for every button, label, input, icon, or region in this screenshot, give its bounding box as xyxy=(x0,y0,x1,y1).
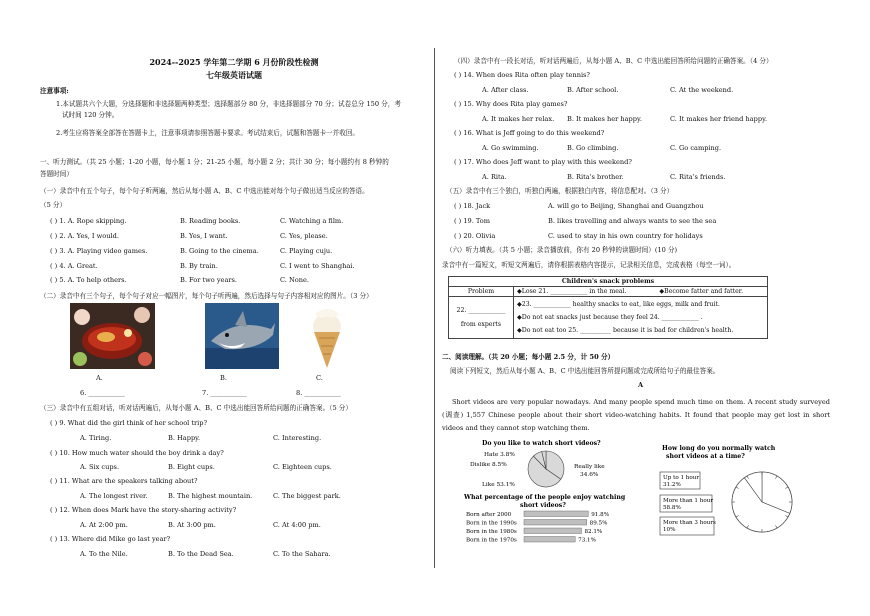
question-14: ( ) 14. When does Rita often play tennis? xyxy=(454,71,590,79)
chart3-box2-label: More than 1 hour xyxy=(663,498,714,504)
q17-option-a: A. Rita. xyxy=(482,173,507,181)
question-20: ( ) 20. Olivia xyxy=(454,232,496,240)
table-problem-21[interactable]: ◆Lose 21. ____________ in the meal. xyxy=(514,287,657,297)
table-problem-label: Problem xyxy=(449,287,514,297)
question-15: ( ) 15. Why does Rita play games? xyxy=(454,100,568,108)
q17-option-c: C. Rita's friends. xyxy=(670,173,726,181)
match-c: C. used to stay in his own country for holidays xyxy=(548,232,703,240)
section6-note: 录音中有一篇短文，听短文两遍后，请你根据表格内容提示，记录相关信息，完成表格（每空一词）。 xyxy=(442,261,736,269)
question-2: ( ) 2. A. Yes, I would. xyxy=(50,232,119,240)
q2-option-b: B. Yes, I want. xyxy=(180,232,228,240)
question-4: ( ) 4. A. Great. xyxy=(50,262,98,270)
table-title: Children's snack problems xyxy=(449,277,768,287)
section6-instruction: （六）听力填表。（共 5 小题；录音播放前，你有 20 秒钟的读题时间）(10 分) xyxy=(446,246,678,254)
part1-heading-b: 答题时间） xyxy=(40,170,73,178)
blank-8[interactable]: 8. ___________ xyxy=(296,389,341,397)
q11-option-b: B. The highest mountain. xyxy=(168,492,253,500)
q15-option-b: B. It makes her happy. xyxy=(567,115,642,123)
chart1-label-like: Like 53.1% xyxy=(482,482,515,488)
question-12: ( ) 12. When does Mark have the story-sharing activity? xyxy=(50,506,237,514)
chart1-pie xyxy=(528,451,564,487)
question-16: ( ) 16. What is Jeff going to do this weekend? xyxy=(454,129,605,137)
chart1-title: Do you like to watch short videos? xyxy=(482,440,601,447)
bar-born-in-the-1980s xyxy=(524,528,581,534)
q11-option-c: C. The biggest park. xyxy=(273,492,341,500)
q4-option-c: C. I went to Shanghai. xyxy=(280,262,355,270)
chart3-title-b: short videos at a time? xyxy=(666,453,745,460)
chart3-box3-label: More than 3 hours xyxy=(663,520,716,526)
question-10: ( ) 10. How much water should the boy drink a day? xyxy=(50,449,224,457)
note-1b: 试时间 120 分钟。 xyxy=(62,111,119,119)
snack-table xyxy=(448,276,768,339)
chart1-label-hate: Hate 3.8% xyxy=(484,452,515,458)
q10-option-a: A. Six cups. xyxy=(80,463,120,471)
from-experts-label: from experts xyxy=(460,320,502,328)
q1-option-c: C. Watching a film. xyxy=(280,217,344,225)
chart-watch-duration xyxy=(642,442,842,542)
question-11: ( ) 11. What are the speakers talking about? xyxy=(50,477,198,485)
part2-note: 阅读下列短文，然后从每小题 A、B、C 中选出能回答所提问题或完成所给句子的最佳答案。 xyxy=(450,367,720,375)
chart3-title: How long do you normally watch xyxy=(662,445,776,452)
q14-option-a: A. After class. xyxy=(482,86,529,94)
q10-option-b: B. Eight cups. xyxy=(168,463,215,471)
chart-like-videos xyxy=(462,436,632,496)
q9-option-a: A. Tiring. xyxy=(80,434,112,442)
q2-option-c: C. Yes, please. xyxy=(280,232,328,240)
section2-instruction: （二）录音中有三个句子，每个句子对应一幅图片，每个句子听两遍，然后选择与句子内容相对应的图片。（3 分） xyxy=(40,292,373,300)
ice-cream-image xyxy=(305,306,349,370)
advice-25[interactable]: ◆Do not eat too 25. __________ because it is bad for children's health. xyxy=(517,327,734,335)
q16-option-b: B. Go climbing. xyxy=(567,144,619,152)
q5-option-c: C. None. xyxy=(280,276,309,284)
section4-instruction: （四）录音中有一段长对话，听对话两遍后，从每小题 A、B、C 中选出能回答所给问题的正确答案。（4 分） xyxy=(454,57,773,65)
q15-option-c: C. It makes her friend happy. xyxy=(670,115,768,123)
q16-option-c: C. Go camping. xyxy=(670,144,722,152)
q16-option-a: A. Go swimming. xyxy=(482,144,539,152)
q9-option-b: B. Happy. xyxy=(168,434,201,442)
question-18: ( ) 18. Jack xyxy=(454,202,491,210)
part2-heading: 二、阅读理解。（共 20 小题；每小题 2.5 分，计 50 分） xyxy=(442,353,615,361)
column-divider xyxy=(434,48,435,568)
q4-option-b: B. By train. xyxy=(180,262,218,270)
q9-option-c: C. Interesting. xyxy=(273,434,322,442)
chart3-box1-value: 31.2% xyxy=(663,482,681,488)
question-17: ( ) 17. Who does Jeff want to play with this weekend? xyxy=(454,158,632,166)
chart1-label-dislike: Dislike 8.5% xyxy=(470,462,507,468)
chart1-label-really: Really like xyxy=(574,464,605,470)
table-advice-label[interactable] xyxy=(449,297,514,339)
picture-c-label: C. xyxy=(316,374,323,382)
chart3-box2-value: 58.8% xyxy=(663,505,681,511)
bar-born-in-the-1970s xyxy=(524,537,575,543)
chart-enjoy-by-age xyxy=(462,492,642,548)
question-19: ( ) 19. Tom xyxy=(454,217,491,225)
question-3: ( ) 3. A. Playing video games. xyxy=(50,247,148,255)
match-b: B. likes travelling and always wants to see the sea xyxy=(548,217,717,225)
advice-24[interactable]: ◆Do not eat snacks just because they feel 24. ____________ . xyxy=(517,314,703,322)
bar-value-label: 82.1% xyxy=(584,529,603,535)
picture-b-label: B. xyxy=(220,374,227,382)
chart1-label-really-value: 34.6% xyxy=(580,472,599,478)
chart3-box1-label: Up to 1 hour xyxy=(663,475,700,481)
chart2-bars xyxy=(466,511,609,544)
passage-label: A xyxy=(638,381,644,389)
bar-category-label: Born in the 1980s xyxy=(466,529,517,535)
advice-23[interactable]: ◆23. ____________ healthy snacks to eat, like eggs, milk and fruit. xyxy=(517,301,720,309)
section1-instruction: （一）录音中有五个句子，每个句子听两遍，然后从每小题 A、B、C 中选出能对每个句子做出适当反应的答语。 xyxy=(40,187,369,195)
q3-option-b: B. Going to the cinema. xyxy=(180,247,259,255)
q1-option-b: B. Reading books. xyxy=(180,217,241,225)
note-2: 2.考生应将答案全部答在答题卡上，注意事项请参照答题卡要求。考试结束后，试题和答题卡一并收回。 xyxy=(56,129,360,137)
bar-born-after-2000 xyxy=(524,511,588,517)
q14-option-c: C. At the weekend. xyxy=(670,86,734,94)
bar-born-in-the-1990s xyxy=(524,520,587,526)
q17-option-b: B. Rita's brother. xyxy=(567,173,624,181)
note-1a: 1.本试题共六个大题，分选择题和非选择题两种类型；选择题部分 80 分，非选择题部分 70 分；试卷总分 150 分，考 xyxy=(56,100,401,108)
chart3-box3-value: 10% xyxy=(663,527,676,533)
bar-value-label: 91.8% xyxy=(591,512,610,518)
bar-category-label: Born in the 1990s xyxy=(466,520,517,527)
chart2-title-b: short videos? xyxy=(520,502,566,509)
part1-heading: 一、听力测试。（共 25 小题；1-20 小题，每小题 1 分；21-25 小题，每小题 2 分；共计 30 分；每小题约有 8 秒钟的 xyxy=(40,158,389,166)
q12-option-b: B. At 3:00 pm. xyxy=(168,521,216,529)
question-9: ( ) 9. What did the girl think of her school trip? xyxy=(50,419,208,427)
question-5: ( ) 5. A. To help others. xyxy=(50,276,127,284)
q13-option-c: C. To the Sahara. xyxy=(273,550,331,558)
q3-option-c: C. Playing cuju. xyxy=(280,247,333,255)
hotpot-image xyxy=(70,303,155,369)
exam-subtitle: 七年级英语试题 xyxy=(206,70,262,80)
section3-instruction: （三）录音中有五组对话，听对话两遍后，从每小题 A、B、C 中选出能回答所给问题的正确答案。（5 分） xyxy=(40,404,352,412)
bar-category-label: Born in the 1970s xyxy=(466,537,517,544)
bar-category-label: Born after 2000 xyxy=(466,512,512,518)
left-column xyxy=(40,0,428,616)
q12-option-c: C. At 4:00 pm. xyxy=(273,521,321,529)
right-column xyxy=(442,0,842,616)
match-a: A. will go to Beijing, Shanghai and Guangzhou xyxy=(548,202,704,210)
q10-option-c: C. Eighteen cups. xyxy=(273,463,332,471)
q12-option-a: A. At 2:00 pm. xyxy=(80,521,128,529)
table-problem-fatter: ◆Become fatter and fatter. xyxy=(656,287,767,297)
chart2-title: What percentage of the people enjoy watching xyxy=(464,494,626,501)
section1-score: （5 分） xyxy=(40,201,67,209)
q13-option-a: A. To the Nile. xyxy=(80,550,128,558)
blank-22[interactable]: 22. ____________ xyxy=(456,307,506,315)
q13-option-b: B. To the Dead Sea. xyxy=(168,550,234,558)
q5-option-b: B. For two years. xyxy=(180,276,238,284)
blank-6[interactable]: 6. ___________ xyxy=(80,389,125,397)
question-13: ( ) 13. Where did Mike go last year? xyxy=(50,535,171,543)
blank-7[interactable]: 7. ___________ xyxy=(202,389,247,397)
passage-text: Short videos are very popular nowadays. And many people spend much time on them. A recent study surveyed (调查) 1,557 Chinese people about their short video-watching habits. It found that people may get lost in short videos and they cannot stop watching them. xyxy=(442,398,830,432)
q14-option-b: B. After school. xyxy=(567,86,619,94)
bar-value-label: 89.5% xyxy=(589,520,608,527)
section5-instruction: （五）录音中有三个独白，听独白两遍，根据独白内容，将信息配对。（3 分） xyxy=(446,187,674,195)
shark-image xyxy=(205,303,279,369)
picture-a-label: A. xyxy=(96,374,103,382)
q15-option-a: A. It makes her relax. xyxy=(482,115,555,123)
notes-heading: 注意事项: xyxy=(40,87,69,95)
bar-value-label: 73.1% xyxy=(578,537,596,544)
exam-title: 2024--2025 学年第二学期 6 月份阶段性检测 xyxy=(149,57,319,67)
chart3-pie xyxy=(732,472,792,532)
question-1: ( ) 1. A. Rope skipping. xyxy=(50,217,127,225)
q11-option-a: A. The longest river. xyxy=(80,492,148,500)
